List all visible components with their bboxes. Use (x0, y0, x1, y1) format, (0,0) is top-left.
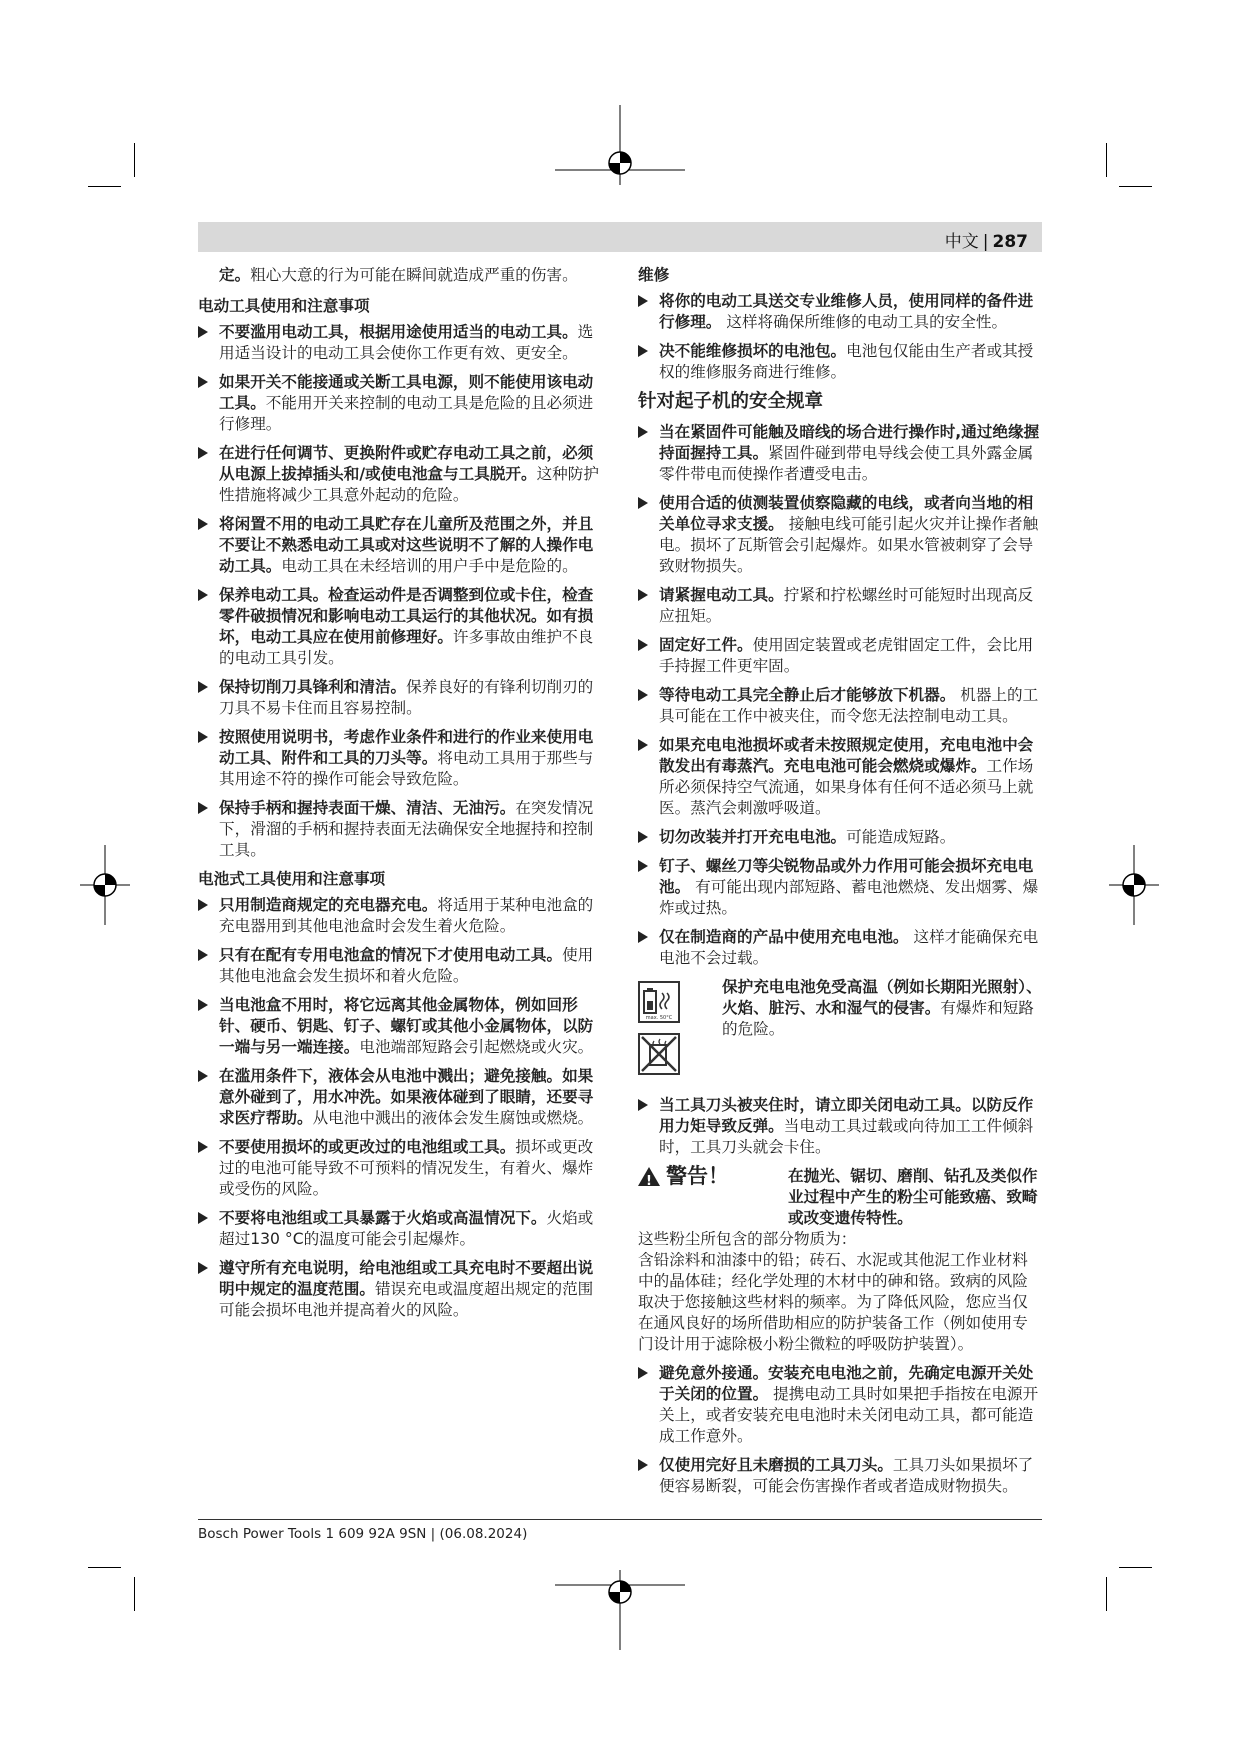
list-item (198, 798, 602, 861)
page-header (198, 222, 1042, 252)
item-text: 电动工具在未经培训的用户手中是危险的。 (281, 557, 578, 575)
list-item (198, 1258, 602, 1321)
item-text: 有可能出现内部短路、蓄电池燃烧、发出烟雾、爆炸或过热。 (659, 878, 1039, 917)
list-item (198, 945, 602, 987)
item-bold: 只有在配有专用电池盒的情况下才使用电动工具。 (219, 946, 563, 964)
item-text: 工具刀头如果损坏了便容易断裂，可能会伤害操作者或者造成财物损失。 (659, 1456, 1034, 1495)
warning-text-1: 这些粉尘所包含的部分物质为： (638, 1230, 857, 1248)
battery-temperature-icon (638, 981, 680, 1023)
item-text: 电池端部短路会引起燃烧或火灾。 (359, 1038, 594, 1056)
intro-bold: 定。 (219, 266, 251, 284)
item-text: 使用其他电池盒会发生损坏和着火危险。 (219, 946, 594, 985)
item-text: 拧紧和拧松螺丝时可能短时出现高反应扭矩。 (659, 586, 1034, 625)
item-text: 机器上的工具可能在工作中被夹住，而令您无法控制电动工具。 (659, 686, 1039, 725)
list-item (638, 341, 1042, 383)
item-bold: 仅使用完好且未磨损的工具刀头。 (659, 1456, 893, 1474)
bullet-triangle-icon (638, 497, 648, 509)
crop-mark-tl-h (88, 186, 121, 187)
item-text: 工作场所必须保持空气流通，如果身体有任何不适必须马上就医。蒸汽会刺激呼吸道。 (659, 757, 1034, 817)
list-item (198, 585, 602, 669)
section1-list (198, 322, 602, 861)
bullet-triangle-icon (198, 1262, 208, 1274)
item-bold: 如果充电电池损坏或者未按照规定使用，充电电池中会散发出有毒蒸汽。充电电池可能会燃烧或爆炸。 (659, 736, 1034, 775)
list-item (638, 685, 1042, 727)
item-bold: 保持手柄和握持表面干燥、清洁、无油污。 (219, 799, 516, 817)
item-text: 在突发情况下，滑溜的手柄和握持表面无法确保安全地握持和控制工具。 (219, 799, 594, 859)
item-bold: 按照使用说明书，考虑作业条件和进行的作业来使用电动工具、附件和工具的刀头等。 (219, 728, 594, 767)
bullet-triangle-icon (198, 681, 208, 693)
warning-body (638, 1229, 1042, 1355)
bullet-triangle-icon (638, 589, 648, 601)
battery-heat-warning (638, 977, 1042, 1083)
list-item (638, 1095, 1042, 1158)
item-text: 这种防护性措施将减少工具意外起动的危险。 (219, 465, 599, 504)
bullet-triangle-icon (198, 949, 208, 961)
bullet-triangle-icon (638, 639, 648, 651)
item-text: 接触电线可能引起火灾并让操作者触电。损坏了瓦斯管会引起爆炸。如果水管被刺穿了会导致财物损失。 (659, 515, 1039, 575)
item-bold: 仅在制造商的产品中使用充电电池。 (659, 928, 909, 946)
list-item (638, 585, 1042, 627)
item-bold: 不要使用损坏的或更改过的电池组或工具。 (219, 1138, 516, 1156)
bullet-triangle-icon (638, 860, 648, 872)
crop-mark-bl-v (134, 1577, 135, 1611)
bullet-triangle-icon (638, 1367, 648, 1379)
item-bold: 等待电动工具完全静止后才能够放下机器。 (659, 686, 956, 704)
registration-mark-bottom-icon (555, 1570, 685, 1650)
item-bold: 使用合适的侦测装置侦察隐藏的电线，或者向当地的相关单位寻求支援。 (659, 494, 1034, 533)
bullet-triangle-icon (198, 1070, 208, 1082)
bullet-triangle-icon (638, 426, 648, 438)
bullet-triangle-icon (638, 689, 648, 701)
list-item (198, 677, 602, 719)
item-text: 选用适当设计的电动工具会使你工作更有效、更安全。 (219, 323, 594, 362)
crop-mark-br-h (1119, 1567, 1152, 1568)
warning-text-2: 含铅涂料和油漆中的铅；砖石、水泥或其他泥工作业材料中的晶体硅；经化学处理的木材中的砷和铬。致病的风险取决于您接触这些材料的频率。为了降低风险，您应当仅在通风良好的场所借助相应的防护装备工作（例如使用专门设计用于滤除极小粉尘微粒的呼吸防护装置）。 (638, 1251, 1028, 1353)
item-text: 紧固件碰到带电导线会使工具外露金属零件带电而使操作者遭受电击。 (659, 444, 1034, 483)
list-item (198, 372, 602, 435)
item-bold: 钉子、螺丝刀等尖锐物品或外力作用可能会损坏充电电池。 (659, 857, 1034, 896)
list-item (198, 995, 602, 1058)
warning-triangle-icon: ! (638, 1167, 660, 1186)
item-text: 可能造成短路。 (846, 828, 956, 846)
item-text: 从电池中溅出的液体会发生腐蚀或燃烧。 (312, 1109, 594, 1127)
bullet-triangle-icon (638, 739, 648, 751)
item-bold: 当在紧固件可能触及暗线的场合进行操作时,通过绝缘握持面握持工具。 (659, 423, 1040, 462)
item-bold: 只用制造商规定的充电器充电。 (219, 896, 438, 914)
bullet-triangle-icon (198, 731, 208, 743)
list-item (198, 322, 602, 364)
bullet-triangle-icon (638, 345, 648, 357)
item-bold: 请紧握电动工具。 (659, 586, 784, 604)
no-water-icon (638, 1033, 680, 1075)
item-text: 这样将确保所维修的电动工具的安全性。 (721, 313, 1008, 331)
item-text: 不能用开关来控制的电动工具是危险的且必须进行修理。 (219, 394, 594, 433)
list-item (638, 291, 1042, 333)
item-bold: 将你的电动工具送交专业维修人员，使用同样的备件进行修理。 (659, 292, 1034, 331)
item-text: 许多事故由维护不良的电动工具引发。 (219, 628, 594, 667)
item-text: 电池包仅能由生产者或其授权的维修服务商进行维修。 (659, 342, 1034, 381)
list-item (638, 493, 1042, 577)
right-column (638, 265, 1042, 1505)
item-bold: 切勿改装并打开充电电池。 (659, 828, 847, 846)
item-bold: 将闲置不用的电动工具贮存在儿童所及范围之外，并且不要让不熟悉电动工具或对这些说明不了解的人操作电动工具。 (219, 515, 594, 575)
item-text: 将电动工具用于那些与其用途不符的操作可能会导致危险。 (219, 749, 594, 788)
item-bold: 固定好工件。 (659, 636, 753, 654)
screwdriver-list (638, 422, 1042, 969)
item-text: 损坏或更改过的电池可能导致不可预料的情况发生，有着火、爆炸或受伤的风险。 (219, 1138, 594, 1198)
left-column (198, 265, 602, 1329)
item-text: 将适用于某种电池盒的充电器用到其他电池盒时会发生着火危险。 (219, 896, 594, 935)
list-item (198, 1137, 602, 1200)
section-title-battery-tool-use: 电池式工具使用和注意事项 (198, 870, 386, 888)
bullet-triangle-icon (198, 447, 208, 459)
intro-paragraph (198, 265, 602, 286)
bullet-triangle-icon (198, 589, 208, 601)
header-language: 中文 (944, 232, 979, 252)
list-item (638, 635, 1042, 677)
max-temp-label: max. 50°C (645, 1015, 673, 1021)
bullet-triangle-icon (638, 931, 648, 943)
item-text: 这样才能确保充电电池不会过载。 (659, 928, 1039, 967)
item-bold: 在进行任何调节、更换附件或贮存电动工具之前，必须从电源上拔掉插头和/或使电池盒与工具脱开。 (219, 444, 594, 483)
heat-warning-body: 有爆炸和短路的危险。 (722, 999, 1034, 1038)
header-label (945, 227, 1028, 252)
item-bold: 不要将电池组或工具暴露于火焰或高温情况下。 (219, 1209, 547, 1227)
bullet-triangle-icon (638, 1459, 648, 1471)
section-title-screwdriver-safety: 针对起子机的安全规章 (638, 391, 824, 412)
item-bold: 如果开关不能接通或关断工具电源，则不能使用该电动工具。 (219, 373, 594, 412)
bullet-triangle-icon (198, 1141, 208, 1153)
list-item (638, 422, 1042, 485)
list-item (638, 827, 1042, 848)
item-text: 使用固定装置或老虎钳固定工件，会比用手持握工件更牢固。 (659, 636, 1034, 675)
heat-warning-bold: 保护充电电池免受高温（例如长期阳光照射）、火焰、脏污、水和湿气的侵害。 (722, 978, 1042, 1017)
item-bold: 不要滥用电动工具，根据用途使用适当的电动工具。 (219, 323, 578, 341)
item-text: 火焰或超过130 °C的温度可能会引起爆炸。 (219, 1209, 594, 1248)
warning-label (638, 1166, 729, 1187)
list-item (198, 727, 602, 790)
page-number: 287 (992, 232, 1028, 252)
section-title-repair: 维修 (638, 266, 670, 284)
crop-mark-tl-v (134, 143, 135, 177)
list-item (198, 1208, 602, 1250)
registration-mark-left-icon (80, 845, 130, 925)
item-bold: 保养电动工具。检查运动件是否调整到位或卡住，检查零件破损情况和影响电动工具运行的其他状况。如有损坏，电动工具应在使用前修理好。 (219, 586, 594, 646)
list-item (198, 514, 602, 577)
crop-mark-tr-v (1106, 143, 1107, 177)
dust-warning (638, 1166, 1042, 1355)
bullet-triangle-icon (638, 1099, 648, 1111)
bullet-triangle-icon (198, 899, 208, 911)
heat-warning-text (722, 977, 1042, 1040)
list-item (198, 443, 602, 506)
warning-label-text: 警告！ (666, 1164, 729, 1188)
item-text: 保养良好的有锋利切削刃的刀具不易卡住而且容易控制。 (219, 678, 594, 717)
item-text: 当电动工具过载或向待加工工件倾斜时，工具刀头就会卡住。 (659, 1117, 1034, 1156)
item-bold: 当电池盒不用时，将它远离其他金属物体，例如回形针、硬币、钥匙、钉子、螺钉或其他小金属物体，以防一端与另一端连接。 (219, 996, 594, 1056)
bullet-triangle-icon (198, 999, 208, 1011)
item-bold: 在滥用条件下，液体会从电池中溅出；避免接触。如果意外碰到了，用水冲洗。如果液体碰到了眼睛，还要寻求医疗帮助。 (219, 1067, 594, 1127)
item-bold: 避免意外接通。安装充电电池之前，先确定电源开关处于关闭的位置。 (659, 1364, 1034, 1403)
intro-text: 粗心大意的行为可能在瞬间就造成严重的伤害。 (250, 266, 578, 284)
list-item (638, 735, 1042, 819)
list-item (638, 927, 1042, 969)
registration-mark-top-icon (555, 105, 685, 185)
list-item (638, 856, 1042, 919)
warning-bold: 在抛光、锯切、磨削、钻孔及类似作业过程中产生的粉尘可能致癌、致畸或改变遗传特性。 (788, 1167, 1038, 1227)
item-bold: 当工具刀头被夹住时，请立即关闭电动工具。以防反作用力矩导致反弹。 (659, 1096, 1034, 1135)
bullet-triangle-icon (198, 1212, 208, 1224)
bullet-triangle-icon (638, 831, 648, 843)
item-text: 提携电动工具时如果把手指按在电源开关上，或者安装充电电池时未关闭电动工具，都可能造成工作意外。 (659, 1385, 1039, 1445)
bullet-triangle-icon (198, 518, 208, 530)
crop-mark-br-v (1106, 1577, 1107, 1611)
footer-rule (198, 1519, 1042, 1520)
list-item (638, 1455, 1042, 1497)
item-bold: 决不能维修损坏的电池包。 (659, 342, 847, 360)
list-item (198, 895, 602, 937)
item-bold: 遵守所有充电说明，给电池组或工具充电时不要超出说明中规定的温度范围。 (219, 1259, 594, 1298)
repair-list (638, 291, 1042, 383)
item-bold: 保持切削刀具锋利和清洁。 (219, 678, 407, 696)
footer-text: Bosch Power Tools 1 609 92A 9SN | (06.08.2024) (198, 1526, 528, 1542)
bullet-triangle-icon (198, 326, 208, 338)
section-title-power-tool-use: 电动工具使用和注意事项 (198, 297, 370, 315)
list-item (638, 1363, 1042, 1447)
bullet-triangle-icon (198, 376, 208, 388)
final-list (638, 1363, 1042, 1497)
item-text: 错误充电或温度超出规定的范围可能会损坏电池并提高着火的风险。 (219, 1280, 594, 1319)
section2-list (198, 895, 602, 1321)
crop-mark-bl-h (88, 1567, 121, 1568)
bullet-triangle-icon (638, 295, 648, 307)
crop-mark-tr-h (1119, 186, 1152, 187)
header-separator: | (982, 232, 989, 252)
bullet-triangle-icon (198, 802, 208, 814)
list-item (198, 1066, 602, 1129)
registration-mark-right-icon (1109, 845, 1159, 925)
